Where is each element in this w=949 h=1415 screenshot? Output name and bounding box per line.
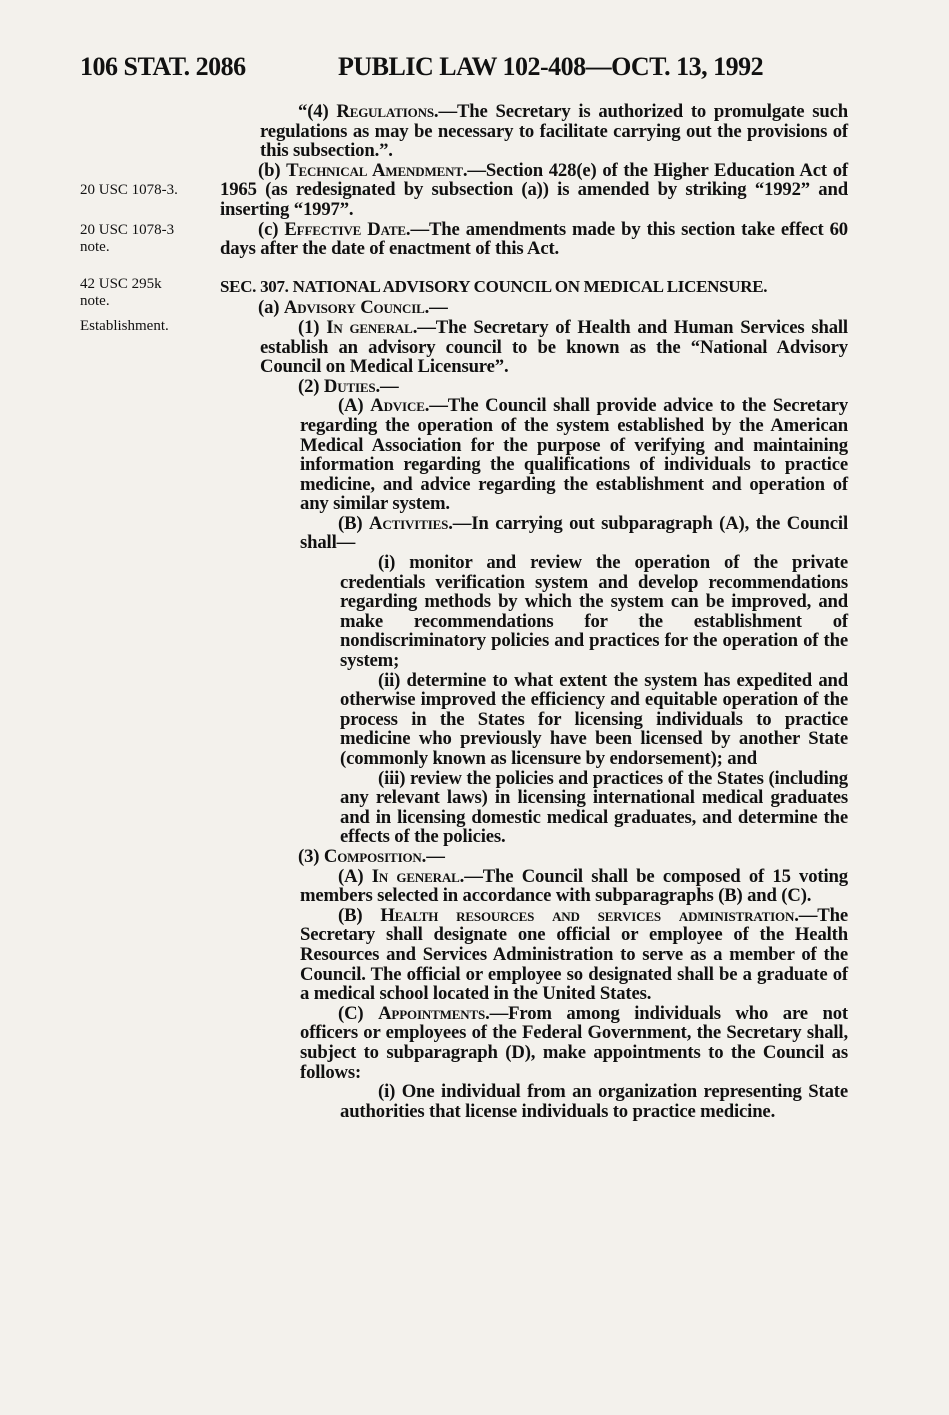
heading-effective-date: Effective Date.: [284, 218, 411, 240]
text-technical-amendment: —Section 428(e) of the Higher Education Act of 1965 (as redesignated by subsection (a)) is amended by striking “1992” and inserting “1997”.: [220, 159, 848, 220]
text-effective-date: —The amendments made by this section take effect 60 days after the date of enactment of this Act.: [220, 218, 848, 260]
section-title: SEC. 307. NATIONAL ADVISORY COUNCIL ON MEDICAL LICENSURE.: [220, 276, 768, 296]
heading-advice: Advice.: [370, 395, 430, 417]
paragraph-activities: (B) Activities.—In carrying out subparagraph (A), the Council shall—: [300, 512, 848, 554]
heading-regulations: Regulations.: [336, 101, 439, 122]
text-hrsa: —The Secretary shall designate one official or employee of the Health Resources and Services Administration to serve as a member of the Council. The official or employee so designated shall be a graduate of a medical school located in the United States.: [300, 904, 848, 1005]
paragraph-regulations: “(4) Regulations.—The Secretary is authorized to promulgate such regulations as may be necessary to facilitate carrying out the provisions of this subsection.”.: [260, 101, 848, 162]
text-regulations: —The Secretary is authorized to promulgate such regulations as may be necessary to facilitate carrying out the provisions of this subsection.”.: [260, 101, 848, 162]
paragraph-appointments: (C) Appointments.—From among individuals who are not officers or employees of the Federal Government, the Secretary shall, subject to subparagraph (D), make appointments to the Council as follows:: [300, 1002, 848, 1083]
paragraph-advice: (A) Advice.—The Council shall provide advice to the Secretary regarding the operation of the system established by the American Medical Association for the purpose of verifying and maintaining information regarding the qualifications of individuals to practice medicine, and advice regarding the establishment and operation of any similar system.: [300, 395, 849, 515]
paragraph-duties: (2) Duties.—: [298, 375, 399, 397]
statute-page-number: 106 STAT. 2086: [80, 52, 246, 81]
paragraph-technical-amendment: (b) Technical Amendment.—Section 428(e) of the Higher Education Act of 1965 (as redesignated by subsection (a)) is amended by striking “1992” and inserting “1997”.: [220, 159, 848, 220]
heading-activities: Activities.: [369, 512, 453, 534]
clause-activities-iii: (iii) review the policies and practices of the States (including any relevant laws) in licensing international medical graduates and in licensing domestic medical graduates, and determine the effects of the policies.: [340, 767, 848, 848]
heading-technical-amendment: Technical Amendment.: [286, 159, 468, 181]
clause-activities-ii: (ii) determine to what extent the system has expedited and otherwise improved the efficiency and equitable operation of the process in the States for licensing individuals to practice medicine who previously have been licensed by another State (commonly known as licensure by endorsement); and: [340, 669, 848, 769]
paragraph-in-general: (1) In general.—The Secretary of Health and Human Services shall establish an advisory council to be known as the “National Advisory Council on Medical Licensure”.: [260, 316, 848, 378]
body-text: [220, 102, 848, 1121]
heading-in-general: In general.: [326, 316, 418, 338]
paragraph-effective-date: (c) Effective Date.—The amendments made by this section take effect 60 days after the date of enactment of this Act.: [220, 218, 848, 260]
margin-note-usc-3: 42 USC 295k note.: [80, 276, 162, 309]
subsection-advisory-council: (a) Advisory Council.—: [258, 297, 448, 319]
paragraph-composition: (3) Composition.—: [298, 845, 445, 867]
running-header-title: PUBLIC LAW 102-408—OCT. 13, 1992: [338, 52, 764, 81]
margin-note-establishment: Establishment.: [80, 318, 169, 334]
heading-hrsa: Health resources and services administration.: [380, 904, 799, 926]
heading-appointments: Appointments.: [378, 1002, 490, 1024]
margin-note-usc-1: 20 USC 1078-3.: [80, 182, 178, 198]
text-activities: —In carrying out subparagraph (A), the Council shall—: [300, 512, 848, 554]
heading-composition-in-general: In general.: [371, 865, 465, 887]
text-composition-in-general: —The Council shall be composed of 15 voting members selected in accordance with subparagraphs (B) and (C).: [300, 865, 848, 907]
clause-activities-i: (i) monitor and review the operation of the private credentials verification system and develop recommendations regarding methods by which the system can be improved, and make recommendations for the establishment of nondiscriminatory policies and practices for the operation of the system;: [340, 552, 848, 672]
heading-duties: Duties.: [323, 375, 381, 397]
text-advice: —The Council shall provide advice to the Secretary regarding the operation of the system established by the American Medical Association for the purpose of verifying and maintaining information regarding the qualifications of individuals to practice medicine, and advice regarding the establishment and operation of any similar system.: [300, 395, 849, 515]
paragraph-composition-in-general: (A) In general.—The Council shall be composed of 15 voting members selected in accordance with subparagraphs (B) and (C).: [300, 865, 848, 907]
clause-appointments-i: (i) One individual from an organization representing State authorities that license individuals to practice medicine.: [340, 1081, 848, 1122]
heading-composition: Composition.: [323, 845, 427, 867]
text-appointments: —From among individuals who are not officers or employees of the Federal Government, the Secretary shall, subject to subparagraph (D), make appointments to the Council as follows:: [300, 1002, 848, 1083]
margin-note-usc-2: 20 USC 1078-3 note.: [80, 222, 175, 255]
text-in-general: —The Secretary of Health and Human Services shall establish an advisory council to be known as the “National Advisory Council on Medical Licensure”.: [260, 316, 848, 378]
paragraph-hrsa: (B) Health resources and services administration.—The Secretary shall designate one official or employee of the Health Resources and Services Administration to serve as a member of the Council. The official or employee so designated shall be a graduate of a medical school located in the United States.: [300, 904, 848, 1005]
heading-advisory-council: Advisory Council.: [283, 297, 430, 319]
